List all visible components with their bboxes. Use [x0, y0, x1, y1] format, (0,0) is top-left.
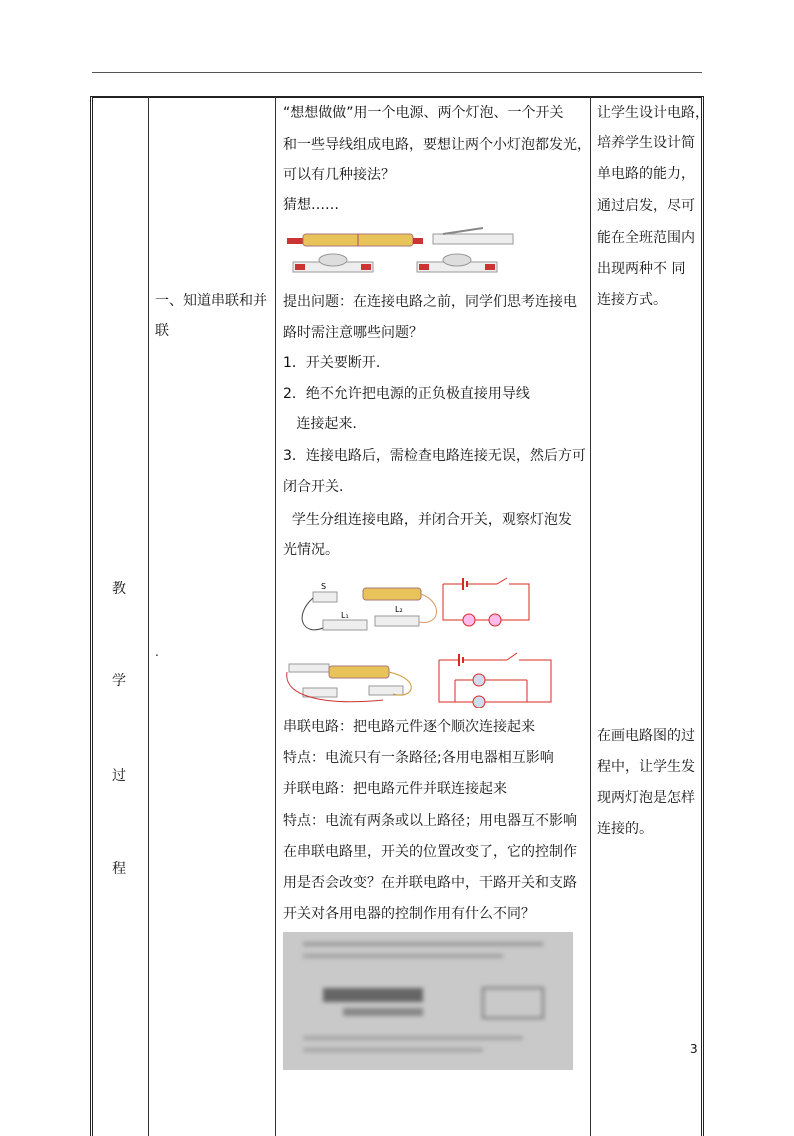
- definition-line-7: 开关对各用电器的控制作用有什么不同？: [283, 906, 535, 922]
- parallel-wire-loop: [439, 660, 551, 702]
- note-line-2: 培养学生设计简: [597, 135, 695, 151]
- note-bottom-line-1: 在画电路图的过: [597, 728, 695, 744]
- bulb-icon-2: [443, 254, 471, 266]
- note-line-4: 通过启发，尽可: [597, 198, 695, 214]
- definition-line-1: 串联电路：把电路元件逐个顺次连接起来: [283, 719, 535, 735]
- stage-char-4: 程: [112, 861, 126, 877]
- switch-lever-icon: [443, 228, 483, 234]
- question-line-5: 连接起来.: [283, 416, 357, 432]
- switch-base-icon: [433, 234, 513, 244]
- parallel-real-switch: [289, 664, 329, 672]
- photo-battery-shape: [323, 988, 423, 1002]
- photo-text-line-1: [303, 942, 543, 946]
- question-line-3: 1．开关要断开.: [283, 355, 381, 371]
- question-line-4: 2．绝不允许把电源的正负极直接用导线: [283, 386, 530, 402]
- real-lamp-1-label: L₁: [341, 611, 349, 620]
- apparatus-base: [287, 238, 303, 244]
- section-dot: .: [155, 645, 159, 659]
- series-lamp-icon-2: [489, 614, 501, 626]
- question-line-2: 路时需注意哪些问题？: [283, 325, 423, 341]
- real-lamp-1: [323, 620, 367, 630]
- content-line-3: 可以有几种接法？: [283, 167, 395, 183]
- note-bottom-line-4: 连接的。: [597, 821, 653, 837]
- textbook-photo: [283, 932, 573, 1070]
- column-divider-3: [590, 96, 591, 1136]
- question-line-7: 闭合开关.: [283, 479, 344, 495]
- circuit-figures: [283, 576, 573, 708]
- parallel-switch-icon: [507, 653, 517, 660]
- definition-line-6: 用是否会改变？在并联电路中，干路开关和支路: [283, 875, 577, 891]
- note-line-3: 单电路的能力，: [597, 166, 695, 182]
- note-bottom-line-3: 现两灯泡是怎样: [597, 790, 695, 806]
- parallel-real-lamp-1: [303, 688, 337, 697]
- header-rule: [92, 72, 702, 73]
- real-battery-icon: [363, 588, 421, 600]
- lamp-terminal-1b: [361, 264, 371, 270]
- parallel-lamp-icon-2: [473, 696, 485, 708]
- note-line-7: 连接方式。: [597, 292, 667, 308]
- series-lamp-icon-1: [463, 614, 475, 626]
- definition-line-5: 在串联电路里，开关的位置改变了，它的控制作: [283, 844, 577, 860]
- apparatus-figure: [283, 224, 515, 280]
- real-wire-2: [419, 594, 437, 622]
- lamp-terminal-2a: [419, 264, 429, 270]
- photo-text-line-4: [303, 1048, 483, 1052]
- definition-line-3: 并联电路：把电路元件并联连接起来: [283, 781, 507, 797]
- lamp-terminal-1a: [295, 264, 305, 270]
- stage-char-3: 过: [112, 768, 126, 784]
- lamp-terminal-2b: [485, 264, 495, 270]
- definition-line-2: 特点：电流只有一条路径;各用电器相互影响: [283, 750, 554, 766]
- real-wire-1: [302, 598, 323, 630]
- real-lamp-2-label: L₂: [395, 605, 403, 614]
- note-line-1: 让学生设计电路，: [597, 105, 709, 121]
- real-switch-label: S: [321, 582, 327, 591]
- column-divider-2: [275, 96, 276, 1136]
- bulb-icon-1: [319, 254, 347, 266]
- note-line-6: 出现两种不 同: [597, 261, 686, 277]
- stage-char-2: 学: [112, 673, 126, 689]
- content-line-2: 和一些导线组成电路，要想让两个小灯泡都发光，: [283, 137, 591, 153]
- question-line-9: 光情况。: [283, 542, 339, 558]
- parallel-real-battery: [329, 666, 389, 678]
- page-number: 3: [690, 1042, 698, 1056]
- note-line-5: 能在全班范围内: [597, 230, 695, 246]
- real-lamp-2: [375, 616, 419, 626]
- question-line-6: 3．连接电路后，需检查电路连接无误，然后方可: [283, 448, 586, 464]
- content-line-4: 猜想……: [283, 197, 339, 213]
- definition-line-4: 特点：电流有两条或以上路径；用电器互不影响: [283, 813, 577, 829]
- note-bottom-line-2: 程中，让学生发: [597, 759, 695, 775]
- photo-text-line-3: [303, 1036, 523, 1040]
- real-switch-icon: [313, 592, 337, 602]
- parallel-lamp-icon-1: [473, 674, 485, 686]
- question-line-8: 学生分组连接电路，并闭合开关，观察灯泡发: [283, 512, 572, 528]
- section-heading-line2: 联: [155, 323, 169, 339]
- question-line-1: 提出问题：在连接电路之前，同学们思考连接电: [283, 294, 577, 310]
- photo-base-shape: [343, 1008, 423, 1016]
- battery-terminal: [413, 238, 423, 244]
- photo-text-line-2: [303, 954, 503, 958]
- column-divider-1: [148, 96, 149, 1136]
- parallel-real-lamp-2: [369, 686, 403, 695]
- section-heading-line1: 一、知道串联和并: [155, 293, 267, 309]
- stage-char-1: 教: [112, 581, 126, 597]
- series-switch-icon: [497, 578, 507, 584]
- content-line-1: “想想做做”用一个电源、两个灯泡、一个开关: [283, 105, 564, 121]
- series-wire-loop: [443, 584, 529, 620]
